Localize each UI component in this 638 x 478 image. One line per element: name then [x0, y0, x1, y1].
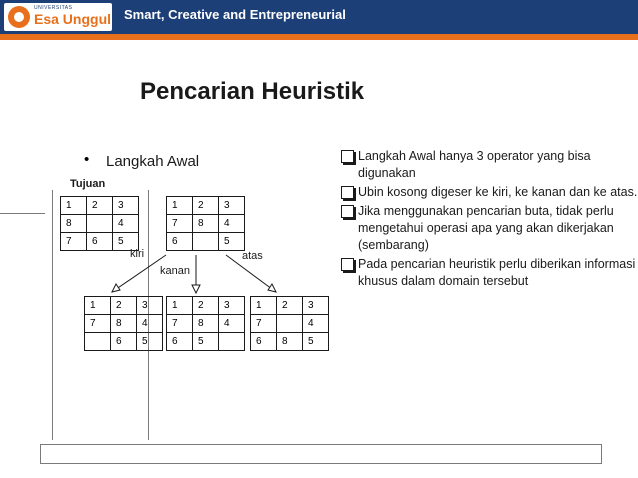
- tile: 3: [219, 297, 245, 315]
- move-up-label: atas: [242, 250, 263, 262]
- tile: 4: [303, 315, 329, 333]
- tile: 8: [277, 333, 303, 351]
- tile: 3: [303, 297, 329, 315]
- logo-name: Esa Unggul: [34, 11, 112, 27]
- tile: 1: [251, 297, 277, 315]
- tile: 8: [193, 315, 219, 333]
- tile: 5: [303, 333, 329, 351]
- tile: 6: [167, 233, 193, 251]
- tile: 8: [111, 315, 137, 333]
- header-tagline: Smart, Creative and Entrepreneurial: [124, 7, 346, 22]
- tile: 5: [219, 233, 245, 251]
- tile: 8: [61, 215, 87, 233]
- tile: 5: [193, 333, 219, 351]
- arrow-left: [112, 255, 166, 292]
- right-result-puzzle: [166, 296, 245, 351]
- tile: 2: [193, 297, 219, 315]
- tile: 7: [85, 315, 111, 333]
- tile: 6: [87, 233, 113, 251]
- tile: [277, 315, 303, 333]
- tile: 4: [219, 315, 245, 333]
- tile: 1: [61, 197, 87, 215]
- tile: 2: [111, 297, 137, 315]
- tile: 2: [277, 297, 303, 315]
- tile: 1: [167, 197, 193, 215]
- tile: 5: [137, 333, 163, 351]
- tile: 4: [137, 315, 163, 333]
- tile: 6: [111, 333, 137, 351]
- side-point: Jika menggunakan pencarian buta, tidak perlu mengetahui operasi apa yang akan dikerjakan (sembarang): [338, 203, 638, 254]
- tile: 2: [193, 197, 219, 215]
- move-left-label: kiri: [130, 248, 145, 260]
- tile: 7: [167, 315, 193, 333]
- tile: 7: [167, 215, 193, 233]
- arrow-head-icon: [112, 284, 120, 292]
- slide-title: Pencarian Heuristik: [140, 78, 365, 105]
- tile: 6: [167, 333, 193, 351]
- logo-subtitle: UNIVERSITAS: [34, 5, 73, 11]
- tile: 1: [85, 297, 111, 315]
- tile: 2: [87, 197, 113, 215]
- side-point: Langkah Awal hanya 3 operator yang bisa digunakan: [338, 148, 638, 182]
- left-result-puzzle: [84, 296, 163, 351]
- arrow-head-icon: [192, 285, 200, 293]
- tile: 3: [219, 197, 245, 215]
- bullet-dot-icon: •: [84, 151, 90, 168]
- tile: 1: [167, 297, 193, 315]
- tile: 7: [61, 233, 87, 251]
- up-result-puzzle: [250, 296, 329, 351]
- side-point: Ubin kosong digeser ke kiri, ke kanan dan ke atas.: [338, 184, 638, 201]
- goal-label: Tujuan: [70, 178, 106, 190]
- tile: [85, 333, 111, 351]
- tile: 4: [219, 215, 245, 233]
- tile: [219, 333, 245, 351]
- tile: 7: [251, 315, 277, 333]
- move-right-label: kanan: [160, 265, 190, 277]
- tile: 5: [113, 233, 139, 251]
- tile: 3: [137, 297, 163, 315]
- tile: 3: [113, 197, 139, 215]
- side-point: Pada pencarian heuristik perlu diberikan informasi khusus dalam domain tersebut: [338, 256, 638, 290]
- bullet-text: Langkah Awal: [106, 153, 200, 170]
- tile: 6: [251, 333, 277, 351]
- arrow-head-icon: [268, 284, 276, 292]
- tile: 4: [113, 215, 139, 233]
- tile: 8: [193, 215, 219, 233]
